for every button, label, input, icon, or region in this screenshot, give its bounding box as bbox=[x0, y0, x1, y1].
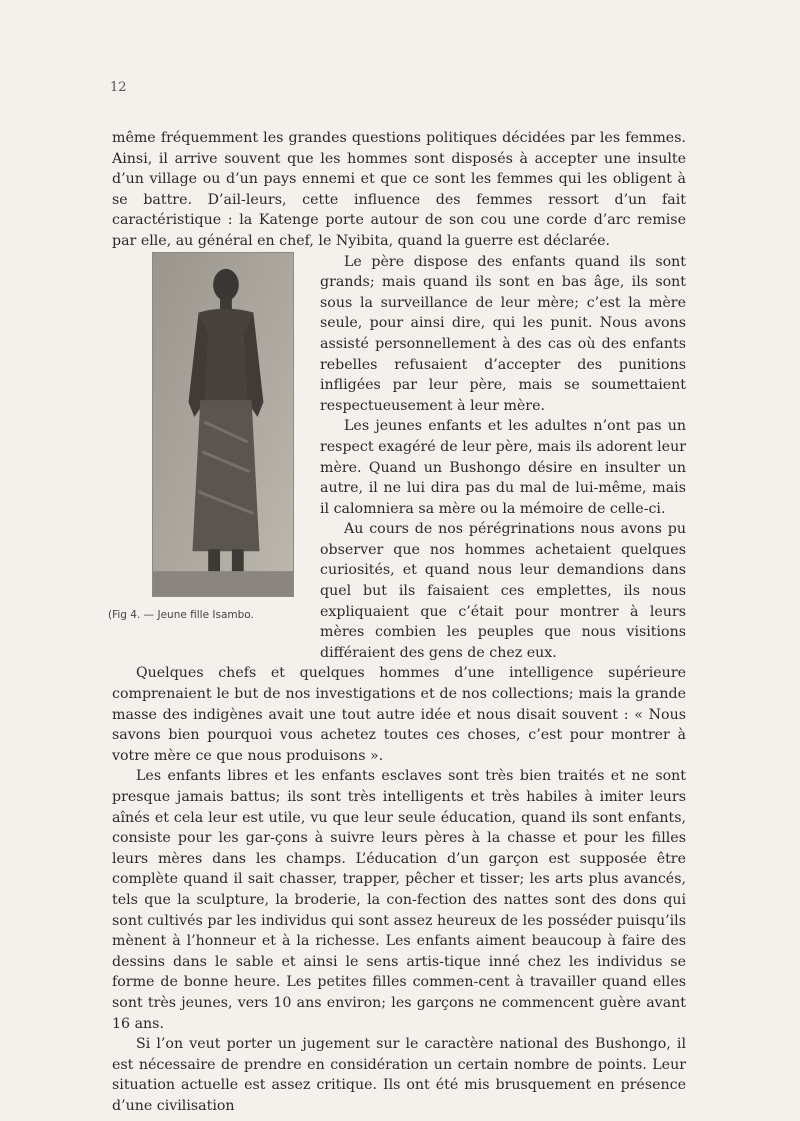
paragraph-4: Au cours de nos pérégrinations nous avons pu observer que nos hommes achetaient quelques curiosités, et quand nous leur demandions dans quel but ils faisaient ces emplettes, ils nous expliquaient que c’était pour montrer à leurs mères combien les peuples que nous visitions différaient des gens de chez eux. bbox=[320, 521, 686, 661]
figure-caption: (Fig 4. — Jeune fille Isambo. bbox=[108, 608, 254, 621]
paragraph-1: même fréquemment les grandes questions politiques décidées par les femmes. Ainsi, il arrive souvent que les hommes sont disposés à accepter une insulte d’un village ou d’un pays ennemi et que ce sont les femmes qui les obligent à se battre. D’ail-leurs, cette influence des femmes ressort d’un fait caractéristique : la Katenge porte autour de son cou une corde d’arc remise par elle, au général en chef, le Nyibita, quand la guerre est déclarée. bbox=[112, 130, 686, 249]
figure-4 bbox=[108, 252, 312, 651]
paragraph-6: Les enfants libres et les enfants esclaves sont très bien traités et ne sont presque jamais battus; ils sont très intelligents et très habiles à imiter leurs aînés et cela leur est utile, vu que leur seule éducation, quand ils sont enfants, consiste pour les gar-çons à suivre leurs pères à la chasse et pour les filles leurs mères dans les champs. L’éducation d’un garçon est supposée être complète quand il sait chasser, trapper, pêcher et tisser; les arts plus avancés, tels que la sculpture, la broderie, la con-fection des nattes sont des dons qui sont cultivés par les individus qui sont assez heureux de les posséder puisqu’ils mènent à l’honneur et à la richesse. Les enfants aiment beaucoup à faire des dessins dans le sable et ainsi le sens artis-tique inné chez les individus se forme de bonne heure. Les petites filles commen-cent à travailler quand elles sont très jeunes, vers 10 ans environ; les garçons ne commencent guère avant 16 ans. bbox=[112, 768, 686, 1032]
paragraph-3: Les jeunes enfants et les adultes n’ont pas un respect exagéré de leur père, mais ils adorent leur mère. Quand un Bushongo désire en insulter un autre, il ne lui dira pas du mal de lui-même, mais il calomniera sa mère ou la mémoire de celle-ci. bbox=[320, 418, 686, 517]
paragraph-7: Si l’on veut porter un jugement sur le caractère national des Bushongo, il est nécessaire de prendre en considération un certain nombre de points. Leur situation actuelle est assez critique. Ils ont été mis brusquement en présence d’une civilisation bbox=[112, 1036, 686, 1114]
paragraph-2: Le père dispose des enfants quand ils sont grands; mais quand ils sont en bas âge, ils sont sous la surveillance de leur mère; c’est la mère seule, pour ainsi dire, qui les punit. Nous avons assisté personnellement à des cas où des enfants rebelles refusaient d’accepter des punitions infligées par leur père, mais se soumettaient respectueusement à leur mère. bbox=[320, 253, 686, 414]
photo-young-girl bbox=[152, 252, 294, 597]
body-text bbox=[108, 128, 686, 1117]
paragraph-5: Quelques chefs et quelques hommes d’une intelligence supérieure comprenaient le but de nos investigations et de nos collections; mais la grande masse des indigènes avait une tout autre idée et nous disait souvent : « Nous savons bien pourquoi vous achetez toutes ces choses, c’est pour montrer à votre mère ce que nous produisons ». bbox=[112, 665, 686, 764]
page-number: 12 bbox=[110, 80, 127, 95]
photo-image bbox=[153, 253, 293, 596]
